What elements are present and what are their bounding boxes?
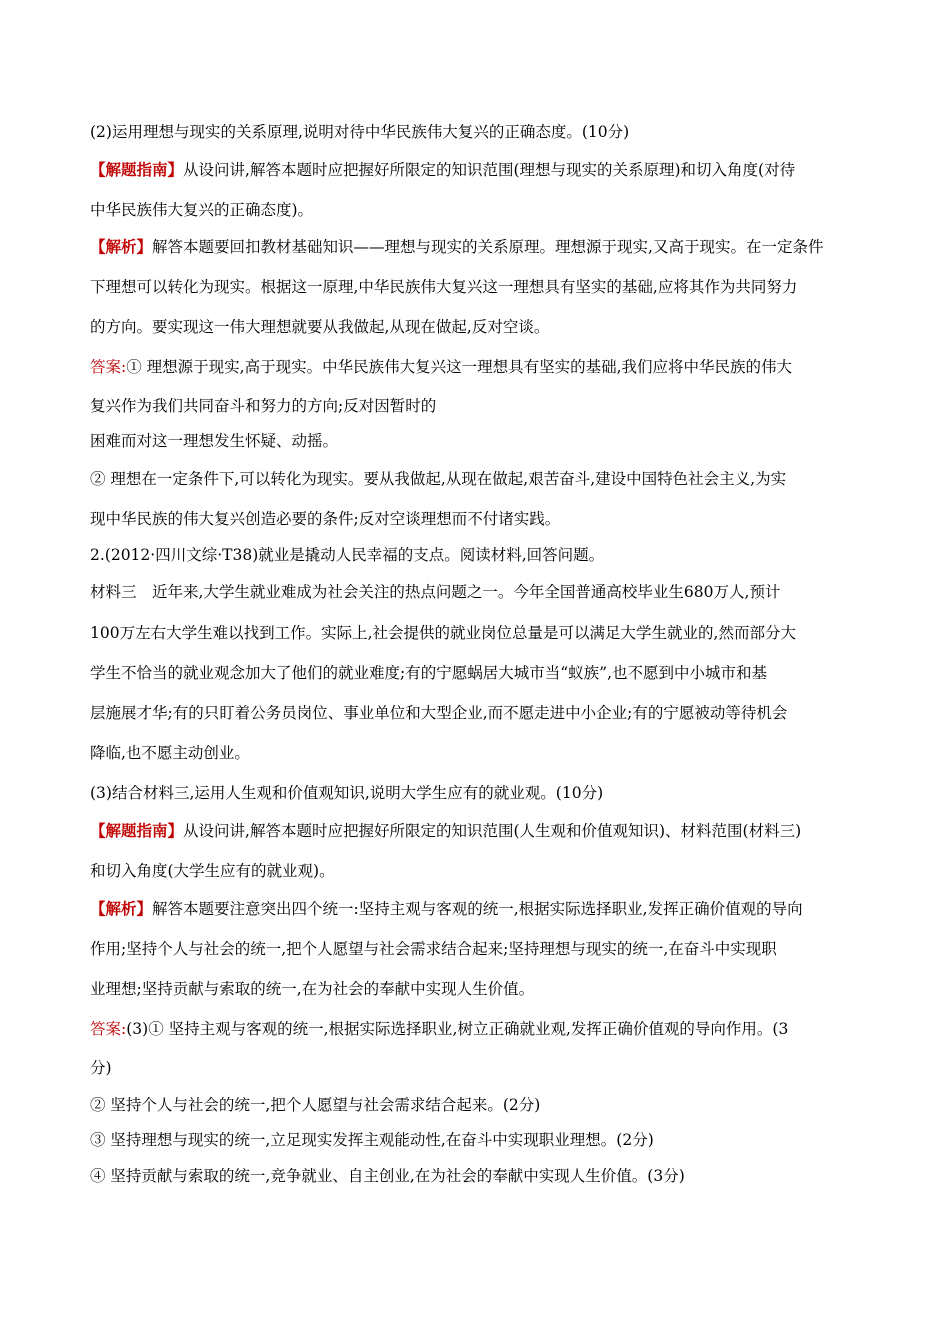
text-line: 100万左右大学生难以找到工作。实际上,社会提供的就业岗位总量是可以满足大学生就业的,然而部分大 xyxy=(90,624,796,642)
text-line: 复兴作为我们共同奋斗和努力的方向;反对因暂时的 xyxy=(90,397,437,415)
text-line: 降临,也不愿主动创业。 xyxy=(90,744,250,762)
text-line: ③ 坚持理想与现实的统一,立足现实发挥主观能动性,在奋斗中实现职业理想。(2分) xyxy=(90,1131,654,1149)
question-3: (3)结合材料三,运用人生观和价值观知识,说明大学生应有的就业观。(10分) xyxy=(90,784,604,802)
text-line: 现中华民族的伟大复兴创造必要的条件;反对空谈理想而不付诸实践。 xyxy=(90,510,561,528)
material-line: 材料三 近年来,大学生就业难成为社会关注的热点问题之一。今年全国普通高校毕业生680万人,预计 xyxy=(90,583,781,601)
text-line: 学生不恰当的就业观念加大了他们的就业难度;有的宁愿蜗居大城市当“蚁族”,也不愿到中小城市和基 xyxy=(90,664,768,682)
guide-line: 【解题指南】从设问讲,解答本题时应把握好所限定的知识范围(人生观和价值观知识)、材料范围(材料三) xyxy=(90,821,802,840)
analysis-line: 【解析】解答本题要注意突出四个统一:坚持主观与客观的统一,根据实际选择职业,发挥正确价值观的导向 xyxy=(90,899,803,918)
guide-line: 【解题指南】从设问讲,解答本题时应把握好所限定的知识范围(理想与现实的关系原理)和切入角度(对待 xyxy=(90,160,796,179)
question-heading: 2.(2012·四川文综·T38)就业是撬动人民幸福的支点。阅读材料,回答问题。 xyxy=(90,546,605,564)
analysis-line: 【解析】解答本题要回扣教材基础知识——理想与现实的关系原理。理想源于现实,又高于现实。在一定条件 xyxy=(90,237,824,256)
text-line: 分) xyxy=(90,1059,112,1077)
answer-tag: 答案: xyxy=(90,358,127,376)
text-line: 业理想;坚持贡献与索取的统一,在为社会的奉献中实现人生价值。 xyxy=(90,980,535,998)
text-line: ④ 坚持贡献与索取的统一,竞争就业、自主创业,在为社会的奉献中实现人生价值。(3分) xyxy=(90,1167,685,1185)
analysis-tag: 【解析】 xyxy=(90,237,153,256)
text-line: 和切入角度(大学生应有的就业观)。 xyxy=(90,862,335,880)
text-line: ② 坚持个人与社会的统一,把个人愿望与社会需求结合起来。(2分) xyxy=(90,1096,541,1114)
text-line: 层施展才华;有的只盯着公务员岗位、事业单位和大型企业,而不愿走进中小企业;有的宁愿被动等待机会 xyxy=(90,704,788,722)
guide-tag: 【解题指南】 xyxy=(90,160,184,179)
text-line: ② 理想在一定条件下,可以转化为现实。要从我做起,从现在做起,艰苦奋斗,建设中国特色社会主义,为实 xyxy=(90,470,787,488)
analysis-tag: 【解析】 xyxy=(90,899,153,918)
question-2: (2)运用理想与现实的关系原理,说明对待中华民族伟大复兴的正确态度。(10分) xyxy=(90,123,630,141)
guide-tag: 【解题指南】 xyxy=(90,821,184,840)
text-line: 下理想可以转化为现实。根据这一原理,中华民族伟大复兴这一理想具有坚实的基础,应将其作为共同努力 xyxy=(90,278,798,296)
text-line: 的方向。要实现这一伟大理想就要从我做起,从现在做起,反对空谈。 xyxy=(90,318,550,336)
text-line: 困难而对这一理想发生怀疑、动摇。 xyxy=(90,432,339,450)
answer-line: 答案:(3)① 坚持主观与客观的统一,根据实际选择职业,树立正确就业观,发挥正确价值观的导向作用。(3 xyxy=(90,1020,789,1038)
answer-tag: 答案: xyxy=(90,1020,127,1038)
text-line: 作用;坚持个人与社会的统一,把个人愿望与社会需求结合起来;坚持理想与现实的统一,在奋斗中实现职 xyxy=(90,940,777,958)
answer-line: 答案:① 理想源于现实,高于现实。中华民族伟大复兴这一理想具有坚实的基础,我们应将中华民族的伟大 xyxy=(90,358,793,376)
text-line: 中华民族伟大复兴的正确态度)。 xyxy=(90,201,314,219)
